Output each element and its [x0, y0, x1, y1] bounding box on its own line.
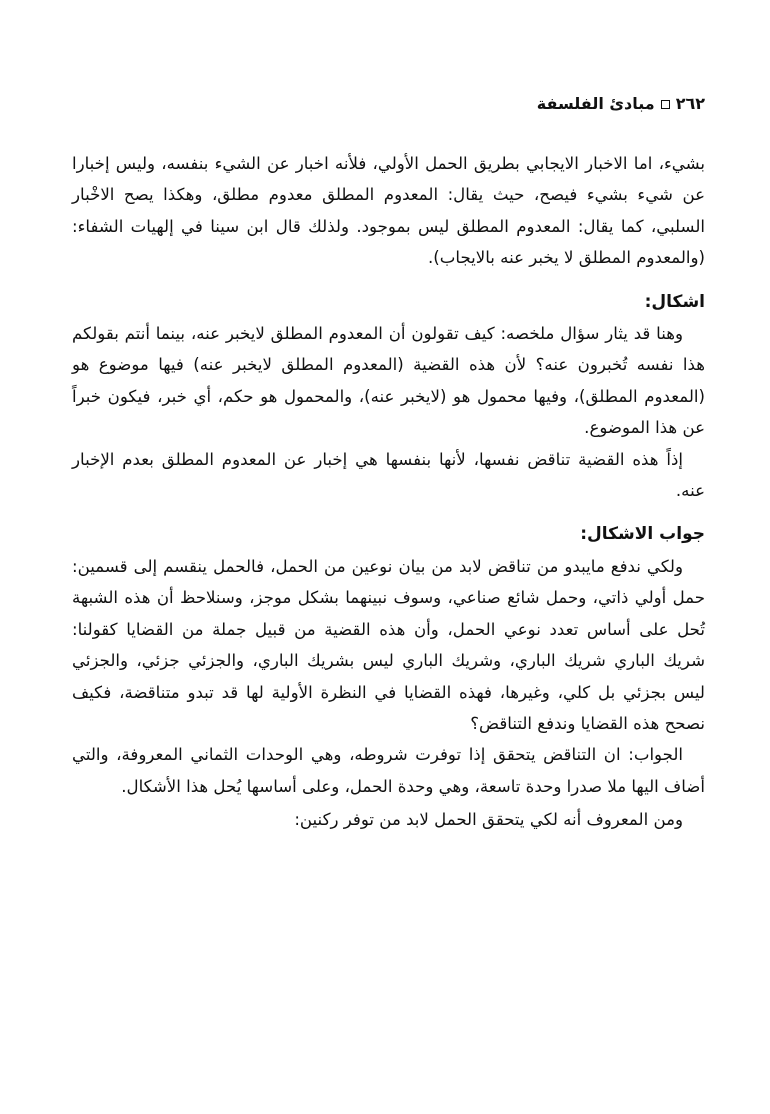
paragraph-1: بشيء، اما الاخبار الايجابي بطريق الحمل الأولي، فلأنه اخبار عن الشيء بنفسه، وليس إخبارا عن شيء بشيء فيصح، حيث يقال: المعدوم المطلق معدوم مطلق، وهكذا يصح الاخْبار السلبي، كما يقال: المعدوم المطلق ليس بموجود. ولذلك قال ابن سينا في إلهيات الشفاء: (والمعدوم المطلق لا يخبر عنه بالايجاب).	[72, 154, 705, 268]
section-heading-problem: اشكال:	[644, 291, 705, 312]
page-number: ٢٦٢	[675, 94, 705, 113]
book-title: مبادئ الفلسفة	[536, 94, 655, 113]
book-page	[72, 0, 705, 1114]
square-separator-icon	[661, 100, 670, 109]
paragraph-4: ولكي ندفع مايبدو من تناقض لابد من بيان نوعين من الحمل، فالحمل ينقسم إلى قسمين: حمل أولي ذاتي، وحمل شائع صناعي، وسوف نبينهما بشكل موجز، وسنلاحظ أن هذه الشبهة تُحل على أساس تعدد نوعي الحمل، وأن هذه القضية من قبيل جملة من القضايا كقولنا: شريك الباري شريك الباري، وشريك الباري ليس بشريك الباري، والجزئي جزئي، والجزئي ليس بجزئي بل كلي، وغيرها، فهذه القضايا في النظرة الأولية لها قد تبدو متناقضة، فكيف نصحح هذه القضايا وندفع التناقض؟	[72, 556, 705, 733]
body-text	[72, 148, 705, 836]
running-head	[537, 93, 705, 115]
paragraph-6: ومن المعروف أنه لكي يتحقق الحمل لابد من توفر ركنين:	[294, 810, 683, 830]
paragraph-5: الجواب: ان التناقض يتحقق إذا توفرت شروطه، وهي الوحدات الثماني المعروفة، والتي أضاف اليها ملا صدرا وحدة تاسعة، وهي وحدة الحمل، وعلى أساسها يُحل هذا الأشكال.	[72, 745, 705, 796]
paragraph-3: إذاً هذه القضية تناقض نفسها، لأنها بنفسها هي إخبار عن المعدوم المطلق بعدم الإخبار عنه.	[72, 449, 705, 501]
section-heading-answer: جواب الاشكال:	[580, 524, 705, 545]
paragraph-2: وهنا قد يثار سؤال ملخصه: كيف تقولون أن المعدوم المطلق لايخبر عنه، بينما أنتم بقولكم هذا نفسه تُخبرون عنه؟ لأن هذه القضية (المعدوم المطلق لايخبر عنه) فيها موضوع هو (المعدوم المطلق)، وفيها محمول هو (لايخبر عنه)، والمحمول هو حكم، أي خبر، فيكون خبراً عن هذا الموضوع.	[72, 324, 705, 438]
